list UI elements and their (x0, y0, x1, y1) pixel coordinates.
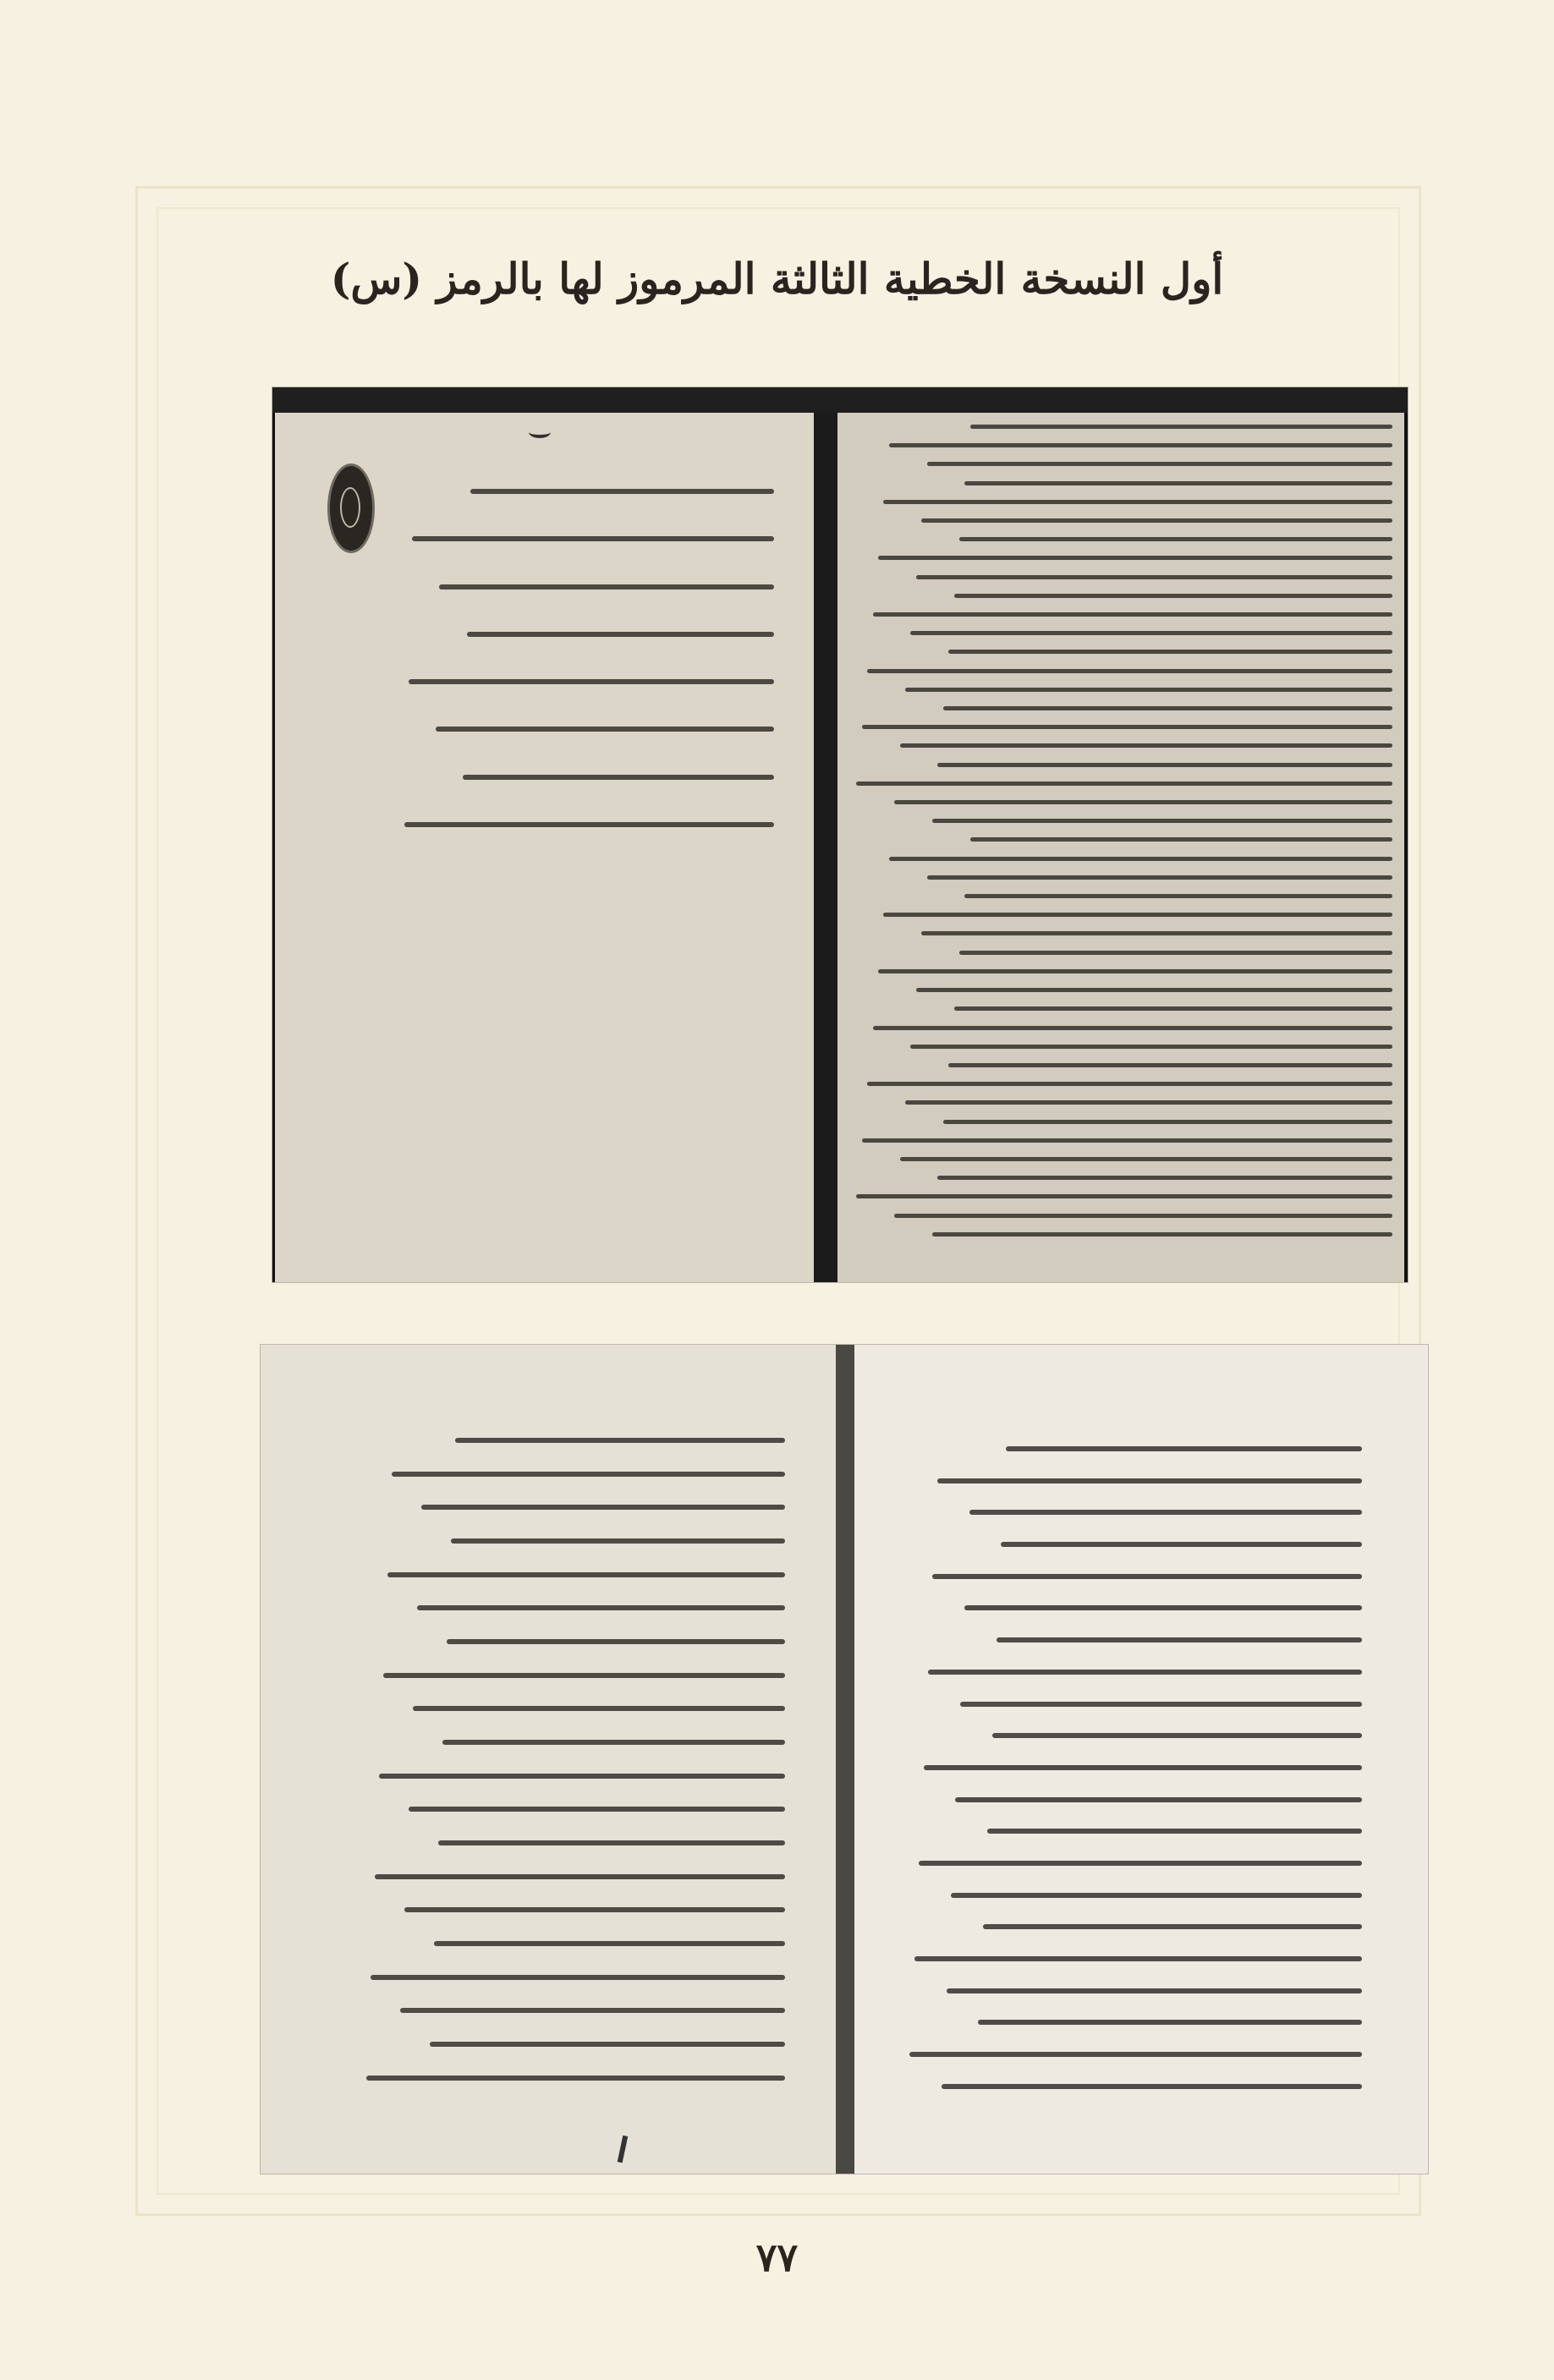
manuscript-line (404, 1907, 785, 1912)
manuscript-line (910, 1045, 1392, 1049)
manuscript-line (955, 1797, 1362, 1802)
manuscript-line (987, 1829, 1362, 1834)
manuscript-line (909, 2052, 1362, 2057)
manuscript-line (873, 612, 1392, 617)
manuscript-line (878, 969, 1392, 973)
manuscript-line (937, 1478, 1362, 1483)
right-page-text (905, 1446, 1362, 2089)
manuscript-line (983, 1924, 1362, 1929)
manuscript-line (954, 594, 1392, 598)
manuscript-line (439, 584, 774, 590)
manuscript-line (412, 536, 774, 541)
manuscript-line (467, 632, 774, 637)
manuscript-line (862, 725, 1392, 729)
manuscript-line (948, 650, 1392, 654)
manuscript-line (867, 669, 1392, 673)
manuscript-line (910, 631, 1392, 635)
folio-number-mark (618, 2136, 629, 2163)
bottom-manuscript-image (261, 1345, 1428, 2174)
manuscript-line (916, 575, 1392, 579)
title-page-leaf (275, 413, 816, 1282)
manuscript-line (928, 1670, 1362, 1675)
contents-page-text (851, 425, 1392, 1237)
manuscript-line (954, 1006, 1392, 1011)
manuscript-line (978, 2020, 1362, 2025)
manuscript-line (894, 800, 1392, 804)
manuscript-line (417, 1605, 785, 1610)
manuscript-line (862, 1138, 1392, 1143)
manuscript-line (1001, 1542, 1362, 1547)
folio-mark (529, 426, 551, 438)
manuscript-line (905, 688, 1392, 692)
manuscript-line (992, 1733, 1362, 1738)
manuscript-line (924, 1765, 1362, 1770)
manuscript-line (932, 1574, 1362, 1579)
manuscript-line (873, 1026, 1392, 1030)
manuscript-line (867, 1082, 1392, 1086)
contents-page-leaf (837, 413, 1404, 1282)
binding-gutter (814, 413, 839, 1282)
manuscript-line (937, 1176, 1392, 1180)
manuscript-line (900, 1157, 1392, 1161)
manuscript-line (856, 1194, 1392, 1198)
manuscript-line (400, 2008, 785, 2013)
manuscript-line (413, 1706, 785, 1711)
manuscript-line (997, 1637, 1362, 1642)
manuscript-line (883, 500, 1392, 504)
manuscript-line (932, 819, 1392, 823)
manuscript-line (951, 1893, 1362, 1898)
manuscript-line (375, 1874, 785, 1879)
page-title: أول النسخة الخطية الثالثة المرموز لها بالرمز (س) (330, 254, 1224, 304)
manuscript-line (421, 1505, 785, 1510)
manuscript-line (387, 1572, 785, 1577)
manuscript-line (900, 743, 1392, 748)
title-page-text (385, 489, 774, 827)
manuscript-line (905, 1100, 1392, 1105)
ownership-seal (327, 463, 375, 553)
manuscript-line (889, 443, 1392, 447)
manuscript-line (969, 1510, 1362, 1515)
manuscript-line (463, 775, 774, 780)
manuscript-line (932, 1232, 1392, 1237)
manuscript-line (392, 1472, 785, 1477)
left-page-text (362, 1438, 785, 2081)
manuscript-line (470, 489, 774, 494)
manuscript-line (970, 425, 1392, 429)
manuscript-line (878, 556, 1392, 560)
manuscript-line (916, 988, 1392, 992)
manuscript-line (942, 2084, 1362, 2089)
manuscript-line (404, 822, 774, 827)
manuscript-line (970, 837, 1392, 842)
manuscript-line (959, 537, 1392, 541)
page-number: ٧٧ (755, 2235, 799, 2280)
manuscript-line (451, 1538, 785, 1544)
manuscript-line (921, 931, 1392, 935)
manuscript-line (964, 1605, 1362, 1610)
manuscript-line (438, 1840, 785, 1845)
manuscript-line (430, 2042, 785, 2047)
manuscript-line (371, 1975, 785, 1980)
manuscript-line (960, 1702, 1362, 1707)
manuscript-line (943, 1120, 1392, 1124)
manuscript-line (434, 1941, 785, 1946)
manuscript-line (1006, 1446, 1362, 1451)
manuscript-line (964, 894, 1392, 898)
manuscript-line (959, 951, 1392, 955)
manuscript-line (447, 1639, 785, 1644)
manuscript-line (921, 518, 1392, 523)
manuscript-line (937, 763, 1392, 767)
manuscript-line (894, 1214, 1392, 1218)
manuscript-line (409, 679, 774, 684)
manuscript-line (927, 462, 1392, 466)
plate-top-border (272, 387, 1408, 413)
manuscript-line (436, 727, 774, 732)
manuscript-line (442, 1740, 785, 1745)
manuscript-line (455, 1438, 785, 1443)
top-manuscript-image (272, 387, 1408, 1282)
manuscript-line (914, 1956, 1362, 1961)
manuscript-line (964, 481, 1392, 485)
manuscript-line (856, 781, 1392, 786)
manuscript-line (947, 1988, 1362, 1993)
manuscript-line (379, 1774, 785, 1779)
manuscript-line (927, 875, 1392, 880)
manuscript-line (889, 857, 1392, 861)
right-text-leaf (854, 1345, 1428, 2174)
manuscript-line (943, 706, 1392, 710)
manuscript-line (383, 1673, 785, 1678)
left-text-leaf (261, 1345, 836, 2174)
manuscript-line (919, 1861, 1362, 1866)
manuscript-line (948, 1063, 1392, 1067)
manuscript-line (366, 2076, 785, 2081)
manuscript-line (883, 913, 1392, 917)
binding-gutter (836, 1345, 854, 2174)
manuscript-line (409, 1807, 785, 1812)
